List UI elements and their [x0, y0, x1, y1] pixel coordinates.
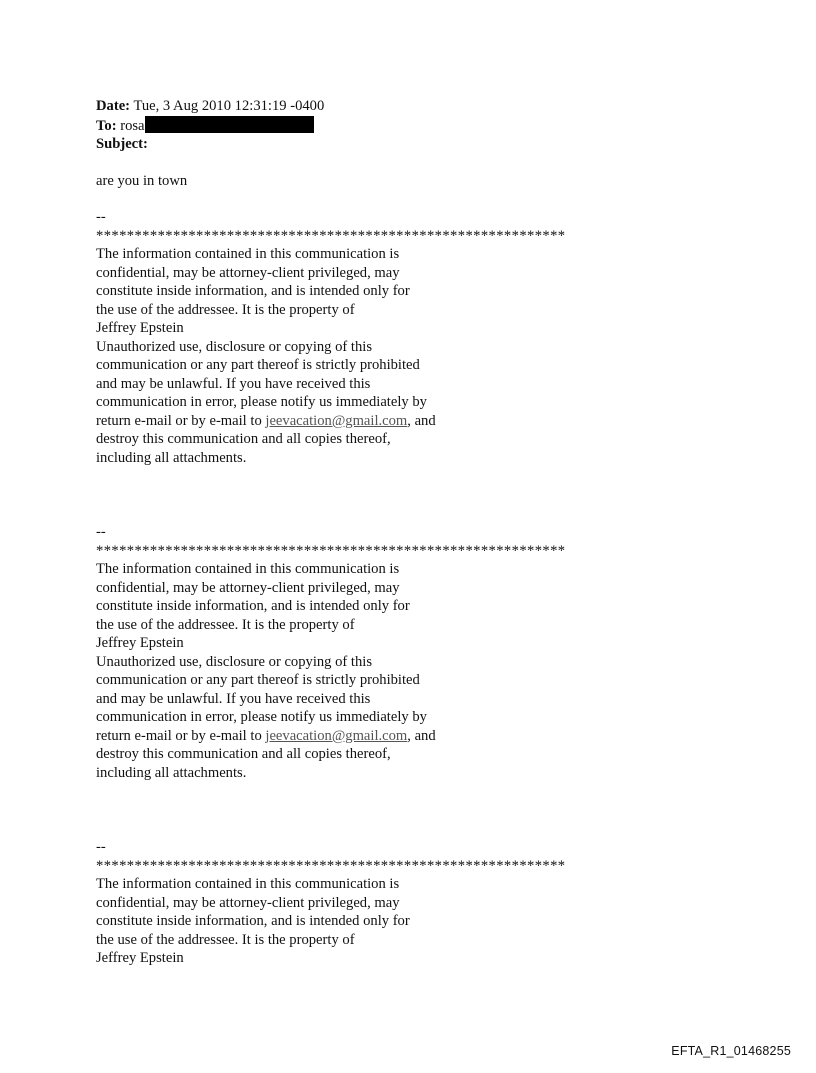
disclaimer-line: and may be unlawful. If you have received this [96, 375, 371, 392]
disclaimer-line: Jeffrey Epstein [96, 950, 184, 966]
disclaimer-line: Unauthorized use, disclosure or copying of this [96, 338, 373, 355]
disclaimer-line: constitute inside information, and is intended only for [96, 283, 410, 299]
disclaimer-line: including all attachments. [96, 449, 247, 466]
disclaimer-line: constitute inside information, and is intended only for [96, 913, 410, 929]
disclaimer-line: including all attachments. [96, 764, 247, 781]
signature-dash: -- [96, 209, 106, 225]
disclaimer-line: constitute inside information, and is intended only for [96, 598, 410, 614]
disclaimer-line: confidential, may be attorney-client privileged, may [96, 579, 400, 596]
disclaimer-line: confidential, may be attorney-client privileged, may [96, 894, 400, 911]
signature-block-3 [96, 838, 716, 968]
disclaimer-line: The information contained in this communication is [96, 246, 400, 262]
to-label: To: [96, 117, 117, 134]
email-prefix: return e-mail or by e-mail to [96, 412, 266, 429]
subject-label: Subject: [96, 136, 148, 152]
disclaimer-line: confidential, may be attorney-client privileged, may [96, 264, 400, 281]
disclaimer-line: destroy this communication and all copies thereof, [96, 431, 391, 447]
email-prefix: return e-mail or by e-mail to [96, 727, 266, 744]
signature-stars: ************************************************************* [96, 857, 566, 874]
disclaimer-line: Unauthorized use, disclosure or copying of this [96, 653, 373, 670]
date-label: Date: [96, 98, 131, 114]
disclaimer-line: and may be unlawful. If you have received this [96, 690, 371, 707]
disclaimer-line: The information contained in this communication is [96, 561, 400, 577]
disclaimer-line: the use of the addressee. It is the property of [96, 931, 355, 948]
bates-number: EFTA_R1_01468255 [671, 1044, 791, 1058]
message-body: are you in town [96, 172, 188, 189]
disclaimer-line: destroy this communication and all copies thereof, [96, 746, 391, 762]
disclaimer-email-line [96, 727, 716, 746]
email-suffix: , and [407, 412, 436, 429]
disclaimer-line: communication or any part thereof is strictly prohibited [96, 357, 420, 373]
disclaimer-line: communication in error, please notify us immediately by [96, 709, 427, 725]
email-link[interactable]: jeevacation@gmail.com [265, 727, 408, 744]
email-document [96, 97, 716, 968]
signature-stars: ************************************************************* [96, 227, 566, 244]
email-link[interactable]: jeevacation@gmail.com [265, 412, 408, 429]
disclaimer-line: communication in error, please notify us immediately by [96, 394, 427, 410]
signature-block-1 [96, 208, 716, 467]
disclaimer-line: the use of the addressee. It is the property of [96, 616, 355, 633]
to-value: rosa [120, 117, 145, 134]
redaction-box [145, 116, 314, 133]
disclaimer-line: the use of the addressee. It is the property of [96, 301, 355, 318]
date-line [96, 97, 716, 116]
to-line [96, 116, 716, 136]
disclaimer-line: Jeffrey Epstein [96, 635, 184, 651]
signature-block-2 [96, 523, 716, 782]
subject-line [96, 135, 716, 154]
signature-stars: ************************************************************* [96, 542, 566, 559]
email-suffix: , and [407, 727, 436, 744]
signature-dash: -- [96, 839, 106, 855]
date-value: Tue, 3 Aug 2010 12:31:19 -0400 [133, 98, 325, 114]
disclaimer-line: communication or any part thereof is strictly prohibited [96, 672, 420, 688]
disclaimer-line: The information contained in this communication is [96, 876, 400, 892]
signature-dash: -- [96, 524, 106, 540]
disclaimer-line: Jeffrey Epstein [96, 320, 184, 336]
disclaimer-email-line [96, 412, 716, 431]
